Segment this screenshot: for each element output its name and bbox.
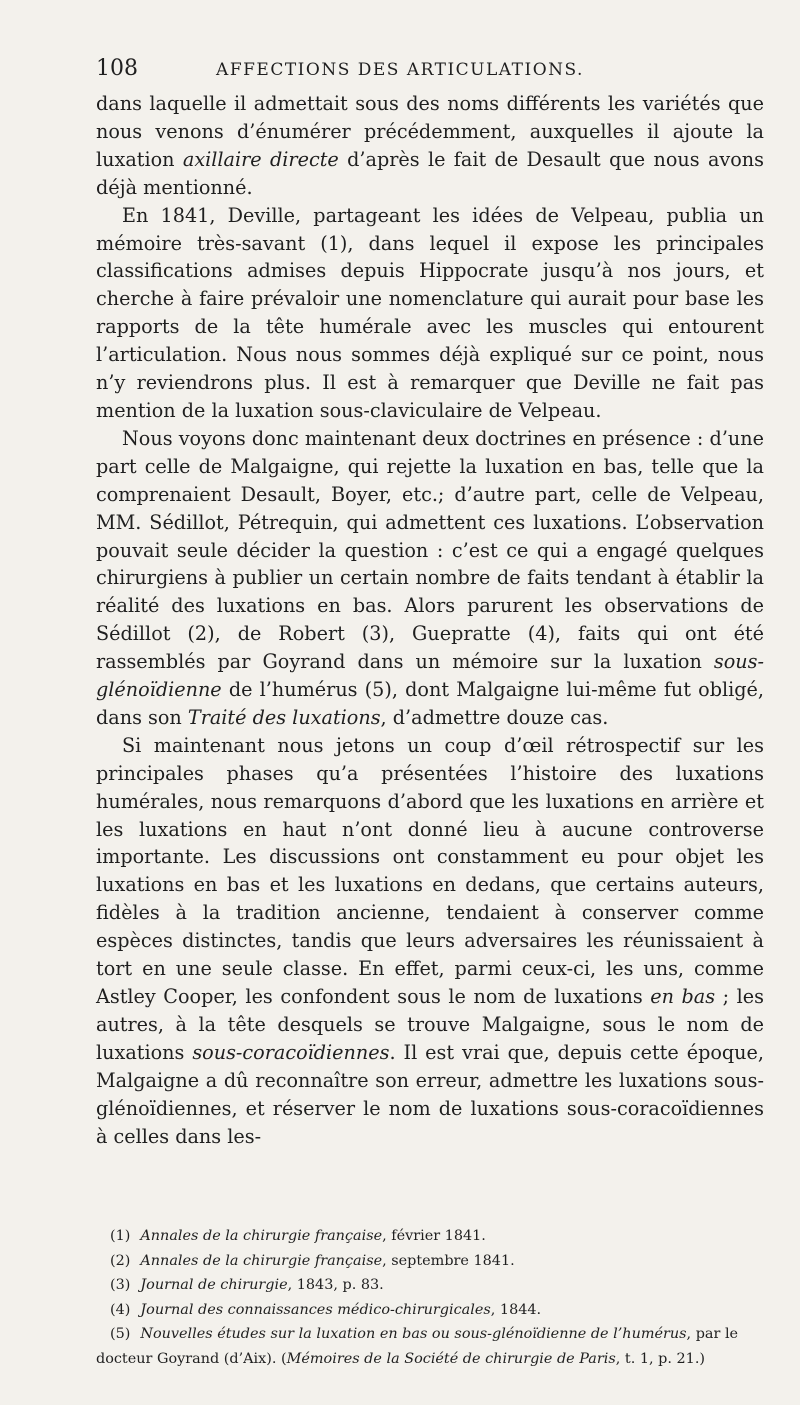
footnote-number: (1): [110, 1228, 131, 1244]
footnote-number: (3): [110, 1277, 131, 1293]
italic-run: Traité des luxations: [187, 705, 381, 729]
footnote: (2) Annales de la chirurgie française, septembre 1841.: [110, 1252, 515, 1269]
footnote: (3) Journal de chirurgie, 1843, p. 83.: [110, 1277, 384, 1293]
footnote: (5) Nouvelles études sur la luxation en bas ou sous-glénoïdienne de l’humérus, par le docteur Goyrand (d’Aix). (Mémoires de la Société de chirurgie de Paris, t. 1, p. 21.): [96, 1326, 739, 1367]
footnote: (1) Annales de la chirurgie française, février 1841.: [110, 1228, 486, 1244]
footnote-number: (2): [110, 1252, 131, 1269]
italic-run: Journal des connaissances médico-chirurgicales: [140, 1301, 491, 1318]
paragraph: dans laquelle il admettait sous des noms différents les variétés que nous venons d’énumérer précédemment, auxquelles il ajoute la luxation axillaire directe d’après le fait de Desault que nous avons déjà mentionné.: [96, 92, 764, 199]
footnote: (4) Journal des connaissances médico-chirurgicales, 1844.: [110, 1301, 542, 1318]
running-title: AFFECTIONS DES ARTICULATIONS.: [216, 60, 584, 80]
page-number: 108: [96, 56, 138, 81]
italic-run: en bas: [650, 985, 716, 1008]
italic-run: Annales de la chirurgie française: [140, 1252, 383, 1269]
italic-run: Annales de la chirurgie française: [140, 1228, 383, 1244]
body-text: [96, 90, 764, 1150]
italic-run: sous-coracoïdiennes: [192, 1040, 390, 1064]
footnotes: [96, 1224, 764, 1371]
italic-run: Journal de chirurgie: [140, 1277, 288, 1293]
italic-run: Nouvelles études sur la luxation en bas ou sous-glénoïdienne de l’humérus: [140, 1326, 687, 1342]
italic-run: sous-glénoïdienne: [96, 650, 764, 702]
paragraph: Si maintenant nous jetons un coup d’œil rétrospectif sur les principales phases qu’a présentées l’histoire des luxations humérales, nous remarquons d’abord que les luxations en arrière et les luxations en haut n’ont donné lieu à aucune controverse importante. Les discussions ont constamment eu pour objet les luxations en bas et les luxations en dedans, que certains auteurs, fidèles à la tradition ancienne, tendaient à conserver comme espèces distinctes, tandis que leurs adversaires les réunissaient à tort en une seule classe. En effet, parmi ceux-ci, les uns, comme Astley Cooper, les confondent sous le nom de luxations en bas ; les autres, à la tête desquels se trouve Malgaigne, sous le nom de luxations sous-coracoïdiennes. Il est vrai que, depuis cette époque, Malgaigne a dû reconnaître son erreur, admettre les luxations sous-glénoïdiennes, et réserver le nom de luxations sous-coracoïdiennes à celles dans les-: [96, 733, 764, 1148]
italic-run: axillaire directe: [182, 147, 339, 171]
footnote-number: (4): [110, 1301, 131, 1318]
page-header: [0, 56, 800, 88]
italic-run: Mémoires de la Société de chirurgie de Paris: [286, 1350, 616, 1367]
paragraph: En 1841, Deville, partageant les idées de Velpeau, publia un mémoire très-savant (1), dans lequel il expose les principales classifications admises depuis Hippocrate jusqu’à nos jours, et cherche à faire prévaloir une nomenclature qui aurait pour base les rapports de la tête humérale avec les muscles qui entourent l’articulation. Nous nous sommes déjà expliqué sur ce point, nous n’y reviendrons plus. Il est à remarquer que Deville ne fait pas mention de la luxation sous-claviculaire de Velpeau.: [96, 203, 764, 422]
footnote-number: (5): [110, 1326, 131, 1342]
paragraph: Nous voyons donc maintenant deux doctrines en présence : d’une part celle de Malgaigne, qui rejette la luxation en bas, telle que la comprenaient Desault, Boyer, etc.; d’autre part, celle de Velpeau, MM. Sédillot, Pétrequin, qui admettent ces luxations. L’observation pouvait seule décider la question : c’est ce qui a engagé quelques chirurgiens à publier un certain nombre de faits tendant à établir la réalité des luxations en bas. Alors parurent les observations de Sédillot (2), de Robert (3), Guepratte (4), faits qui ont été rassemblés par Goyrand dans un mémoire sur la luxation sous-glénoïdienne de l’humérus (5), dont Malgaigne lui-même fut obligé, dans son Traité des luxations, d’admettre douze cas.: [96, 426, 764, 729]
